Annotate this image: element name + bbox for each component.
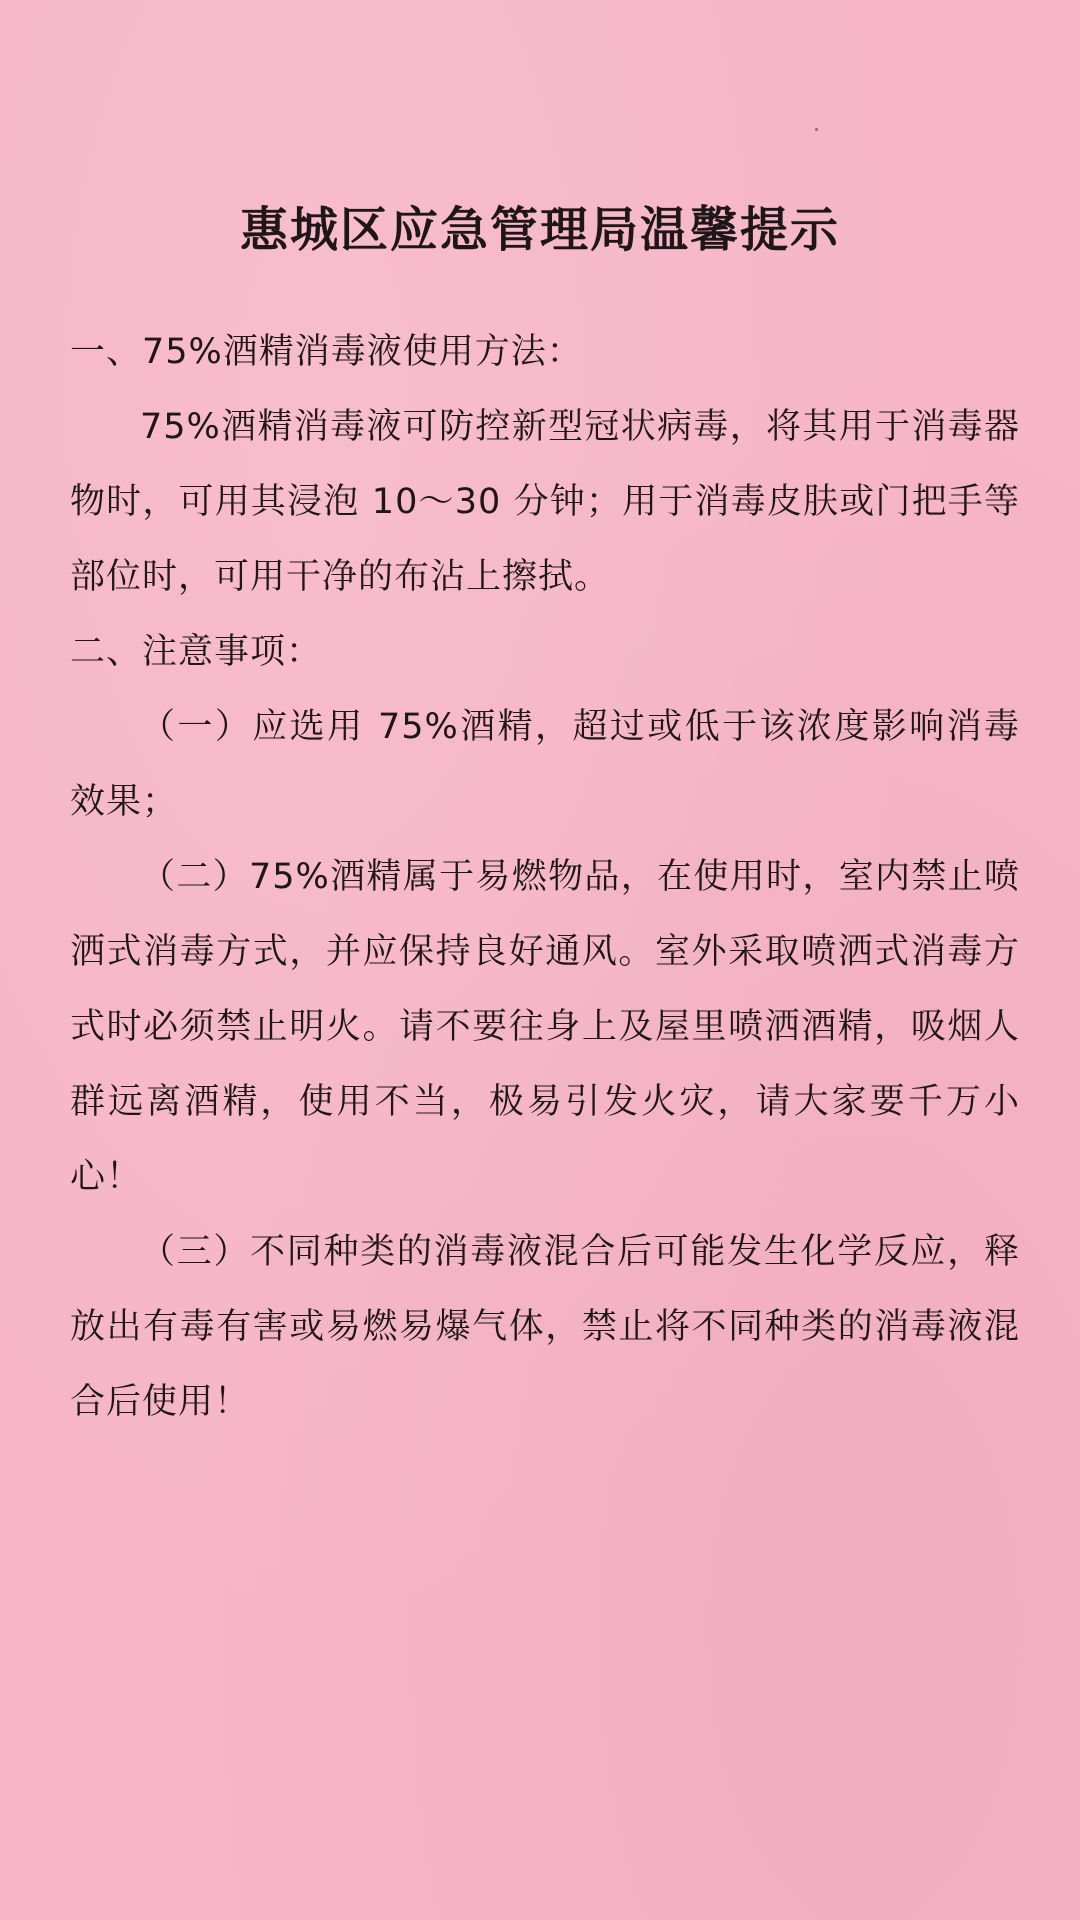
precaution-item-3: （三）不同种类的消毒液混合后可能发生化学反应，释放出有毒有害或易燃易爆气体，禁止将不同种类的消毒液混合后使用！ <box>70 1232 1020 1422</box>
document-title: 惠城区应急管理局温馨提示 <box>239 202 840 259</box>
precaution-item-2: （二）75%酒精属于易燃物品，在使用时，室内禁止喷洒式消毒方式，并应保持良好通风。室外采取喷洒式消毒方式时必须禁止明火。请不要往身上及屋里喷洒酒精，吸烟人群远离酒精，使用不当，极易引发火灾，请大家要千万小心！ <box>70 857 1020 1197</box>
document-body <box>70 315 1020 1440</box>
section-heading-precautions: 二、注意事项： <box>70 632 323 672</box>
section-heading-usage: 一、75%酒精消毒液使用方法： <box>70 332 583 372</box>
usage-paragraph: 75%酒精消毒液可防控新型冠状病毒，将其用于消毒器物时，可用其浸泡 10～30 分钟；用于消毒皮肤或门把手等部位时，可用干净的布沾上擦拭。 <box>70 407 1020 597</box>
precaution-item-1: （一）应选用 75%酒精，超过或低于该浓度影响消毒效果； <box>70 707 1020 822</box>
ink-speck <box>815 128 818 131</box>
